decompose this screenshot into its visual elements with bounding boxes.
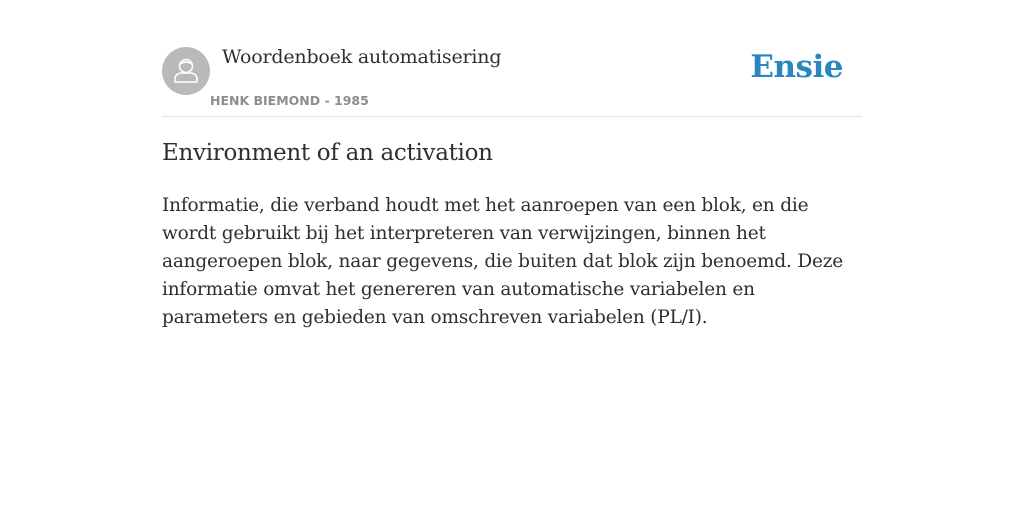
avatar[interactable] [162, 47, 210, 95]
header [162, 0, 862, 117]
page-title: Environment of an activation [162, 140, 493, 166]
author-year[interactable]: HENK BIEMOND - 1985 [210, 93, 369, 108]
definition-text: Informatie, die verband houdt met het aanroepen van een blok, en die wordt gebruikt bij het interpreteren van verwijzingen, binnen het aangeroepen blok, naar gegevens, die buiten dat blok zijn benoemd. Deze informatie omvat het genereren van automatische variabelen en parameters en gebieden van omschreven variabelen (PL/I). [162, 195, 844, 328]
entry-container [162, 0, 862, 512]
ensie-logo[interactable]: Ensie [750, 49, 843, 85]
user-silhouette-icon [162, 47, 210, 95]
book-title[interactable]: Woordenboek automatisering [222, 46, 502, 68]
